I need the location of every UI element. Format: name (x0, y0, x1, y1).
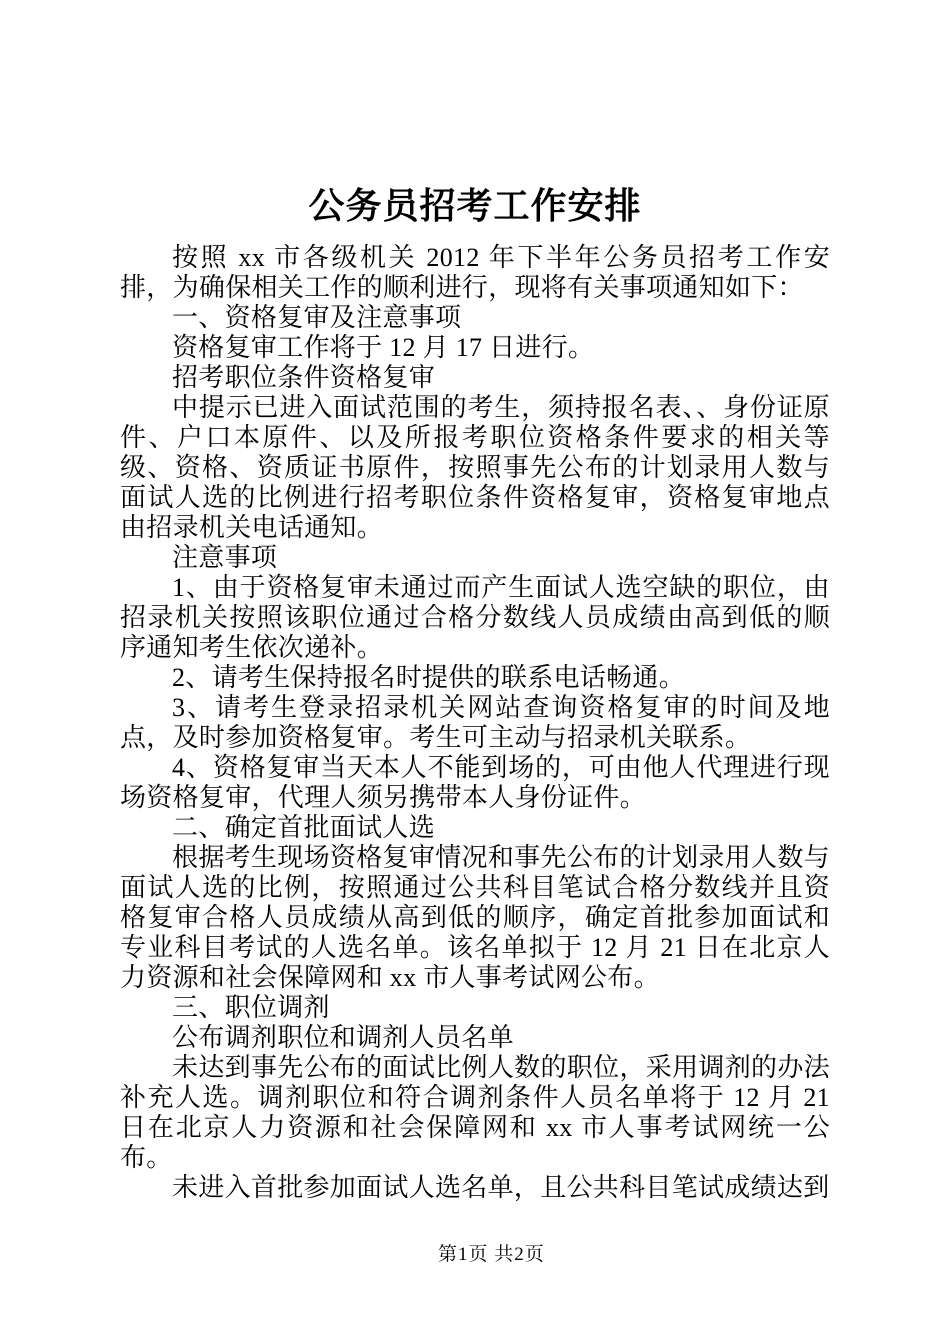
body-paragraph-3: 资格复审工作将于 12 月 17 日进行。 (172, 333, 595, 362)
page-number-footer: 第1页 共2页 (438, 1244, 545, 1265)
body-paragraph-11: 二、确定首批面试人选 (172, 813, 436, 842)
body-paragraph-15: 未达到事先公布的面试比例人数的职位，采用调剂的办法补充人选。调剂职位和符合调剂条件人员名单将于 12 月 21 日在北京人力资源和社会保障网和 xx 市人事考试网统一公布。 (120, 1053, 830, 1172)
body-paragraph-6: 注意事项 (172, 543, 278, 572)
body-paragraph-2: 一、资格复审及注意事项 (172, 303, 462, 332)
body-paragraph-14: 公布调剂职位和调剂人员名单 (172, 1023, 514, 1052)
body-paragraph-9: 3、请考生登录招录机关网站查询资格复审的时间及地点，及时参加资格复审。考生可主动与招录机关联系。 (120, 693, 830, 752)
body-paragraph-7: 1、由于资格复审未通过而产生面试人选空缺的职位，由招录机关按照该职位通过合格分数线人员成绩由高到低的顺序通知考生依次递补。 (120, 573, 830, 662)
body-paragraph-13: 三、职位调剂 (172, 993, 330, 1022)
body-paragraph-5: 中提示已进入面试范围的考生，须持报名表、、身份证原件、户口本原件、以及所报考职位资格条件要求的相关等级、资格、资质证书原件，按照事先公布的计划录用人数与面试人选的比例进行招考职位条件资格复审，资格复审地点由招录机关电话通知。 (120, 393, 830, 542)
body-paragraph-16: 未进入首批参加面试人选名单，且公共科目笔试成绩达到 (172, 1173, 830, 1202)
body-paragraph-4: 招考职位条件资格复审 (172, 363, 436, 392)
document-content (120, 184, 830, 1203)
body-paragraph-10: 4、资格复审当天本人不能到场的，可由他人代理进行现场资格复审，代理人须另携带本人身份证件。 (120, 753, 830, 812)
document-title: 公务员招考工作安排 (308, 186, 642, 226)
body-paragraph-12: 根据考生现场资格复审情况和事先公布的计划录用人数与面试人选的比例，按照通过公共科目笔试合格分数线并且资格复审合格人员成绩从高到低的顺序，确定首批参加面试和专业科目考试的人选名单。该名单拟于 12 月 21 日在北京人力资源和社会保障网和 xx 市人事考试网公布。 (120, 843, 830, 992)
body-paragraph-8: 2、请考生保持报名时提供的联系电话畅通。 (172, 663, 686, 692)
body-paragraph-1: 按照 xx 市各级机关 2012 年下半年公务员招考工作安排，为确保相关工作的顺利进行，现将有关事项通知如下： (120, 243, 830, 302)
